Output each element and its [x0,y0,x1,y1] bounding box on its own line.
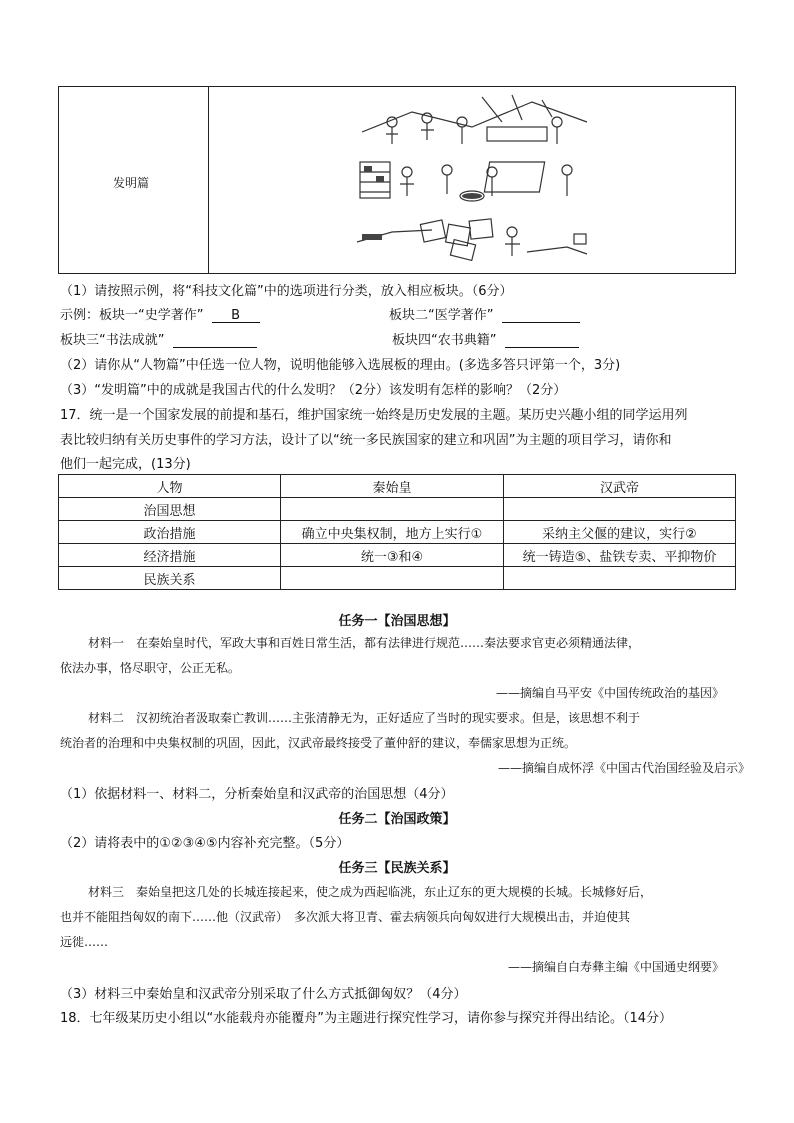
row-label-cell: 政治措施 [59,521,281,544]
block4 [392,329,579,348]
table-header-row [59,475,736,498]
material2-line2: 统治者的治理和中央集权制的巩固，因此，汉武帝最终接受了董仲舒的建议，奉儒家思想为正统。 [60,736,577,750]
block3 [60,329,257,348]
block2 [389,304,580,323]
table-cell [281,567,504,590]
table-row [59,567,736,590]
comparison-table [58,474,736,590]
table-cell [281,498,504,521]
example-label: 示例：板块一“史学著作” [60,308,204,323]
material1-source: ——摘编自马平安《中国传统政治的基因》 [495,686,724,700]
q16-part2: （2）请你从“人物篇”中任选一位人物，说明他能够入选展板的理由。(多选多答只评第一个，3分) [60,358,621,373]
block4-label: 板块四“农书典籍” [392,333,497,348]
material1-line1: 材料一 在秦始皇时代，军政大事和百姓日常生活，都有法律进行规范……秦法要求官吏必须精通法律， [88,636,641,650]
table-cell [504,498,736,521]
q17-part1: （1）依据材料一、材料二，分析秦始皇和汉武帝的治国思想（4分） [60,787,454,802]
q17-intro-line3: 他们一起完成，(13分) [60,457,191,472]
table-cell: 采纳主父偃的建议，实行② [504,521,736,544]
header-cell: 秦始皇 [281,475,504,498]
block2-label: 板块二“医学著作” [389,308,494,323]
table-row [59,498,736,521]
row-label-cell: 经济措施 [59,544,281,567]
q16-part1: （1）请按照示例，将“科技文化篇”中的选项进行分类，放入相应板块。（6分） [60,284,513,299]
material3-line1: 材料三 秦始皇把这几处的长城连接起来，使之成为西起临洮，东止辽东的更大规模的长城。长城修好后， [88,885,653,899]
material3-line3: 远徙…… [60,935,109,949]
q17-intro-line1: 17．统一是一个国家发展的前提和基石，维护国家统一始终是历史发展的主题。某历史兴趣小组的同学运用列 [60,408,688,423]
task3-title: 任务三【民族关系】 [338,861,456,876]
row-label-cell: 民族关系 [59,567,281,590]
example-block1 [60,304,260,323]
table-cell [504,567,736,590]
table-divider [208,87,209,273]
row-label: 发明篇 [113,176,150,190]
material2-line1: 材料二 汉初统治者汲取秦亡教训……主张清静无为，正好适应了当时的现实要求。但是，该思想不利于 [88,711,641,725]
task1-title: 任务一【治国思想】 [338,614,456,629]
table-cell: 统一铸造⑤、盐铁专卖、平抑物价 [504,544,736,567]
papermaking-illustration [352,92,592,266]
material3-source: ——摘编自白寿彝主编《中国通史纲要》 [507,960,724,974]
header-cell: 人物 [59,475,281,498]
table-cell: 统一③和④ [281,544,504,567]
block3-label: 板块三“书法成就” [60,333,165,348]
block2-blank[interactable] [502,308,580,323]
q17-part3: （3）材料三中秦始皇和汉武帝分别采取了什么方式抵御匈奴？（4分） [60,987,467,1002]
task2-title: 任务二【治国政策】 [338,812,456,827]
block3-blank[interactable] [173,333,257,348]
material3-line2: 也并不能阻挡匈奴的南下……他（汉武帝） 多次派大将卫青、霍去病领兵向匈奴进行大规模出击，并迫使其 [60,910,631,924]
q17-intro-line2: 表比较归纳有关历史事件的学习方法，设计了以“统一多民族国家的建立和巩固”为主题的项目学习，请你和 [60,433,672,448]
header-cell: 汉武帝 [504,475,736,498]
table-row [59,521,736,544]
block4-blank[interactable] [505,333,579,348]
example-answer: B [212,308,260,323]
row-label-cell: 治国思想 [59,498,281,521]
table-row [59,544,736,567]
q16-part3: （3）“发明篇”中的成就是我国古代的什么发明？（2分）该发明有怎样的影响？（2分） [60,383,567,398]
q17-part2: （2）请将表中的①②③④⑤内容补充完整。（5分） [60,836,350,851]
q18-intro: 18．七年级某历史小组以“水能载舟亦能覆舟”为主题进行探究性学习，请你参与探究并得出结论。（14分） [60,1011,673,1026]
material2-source: ——摘编自成怀浮《中国古代治国经验及启示》 [497,761,750,775]
material1-line2: 依法办事，恪尽职守，公正无私。 [60,661,241,675]
table-cell: 确立中央集权制，地方上实行① [281,521,504,544]
